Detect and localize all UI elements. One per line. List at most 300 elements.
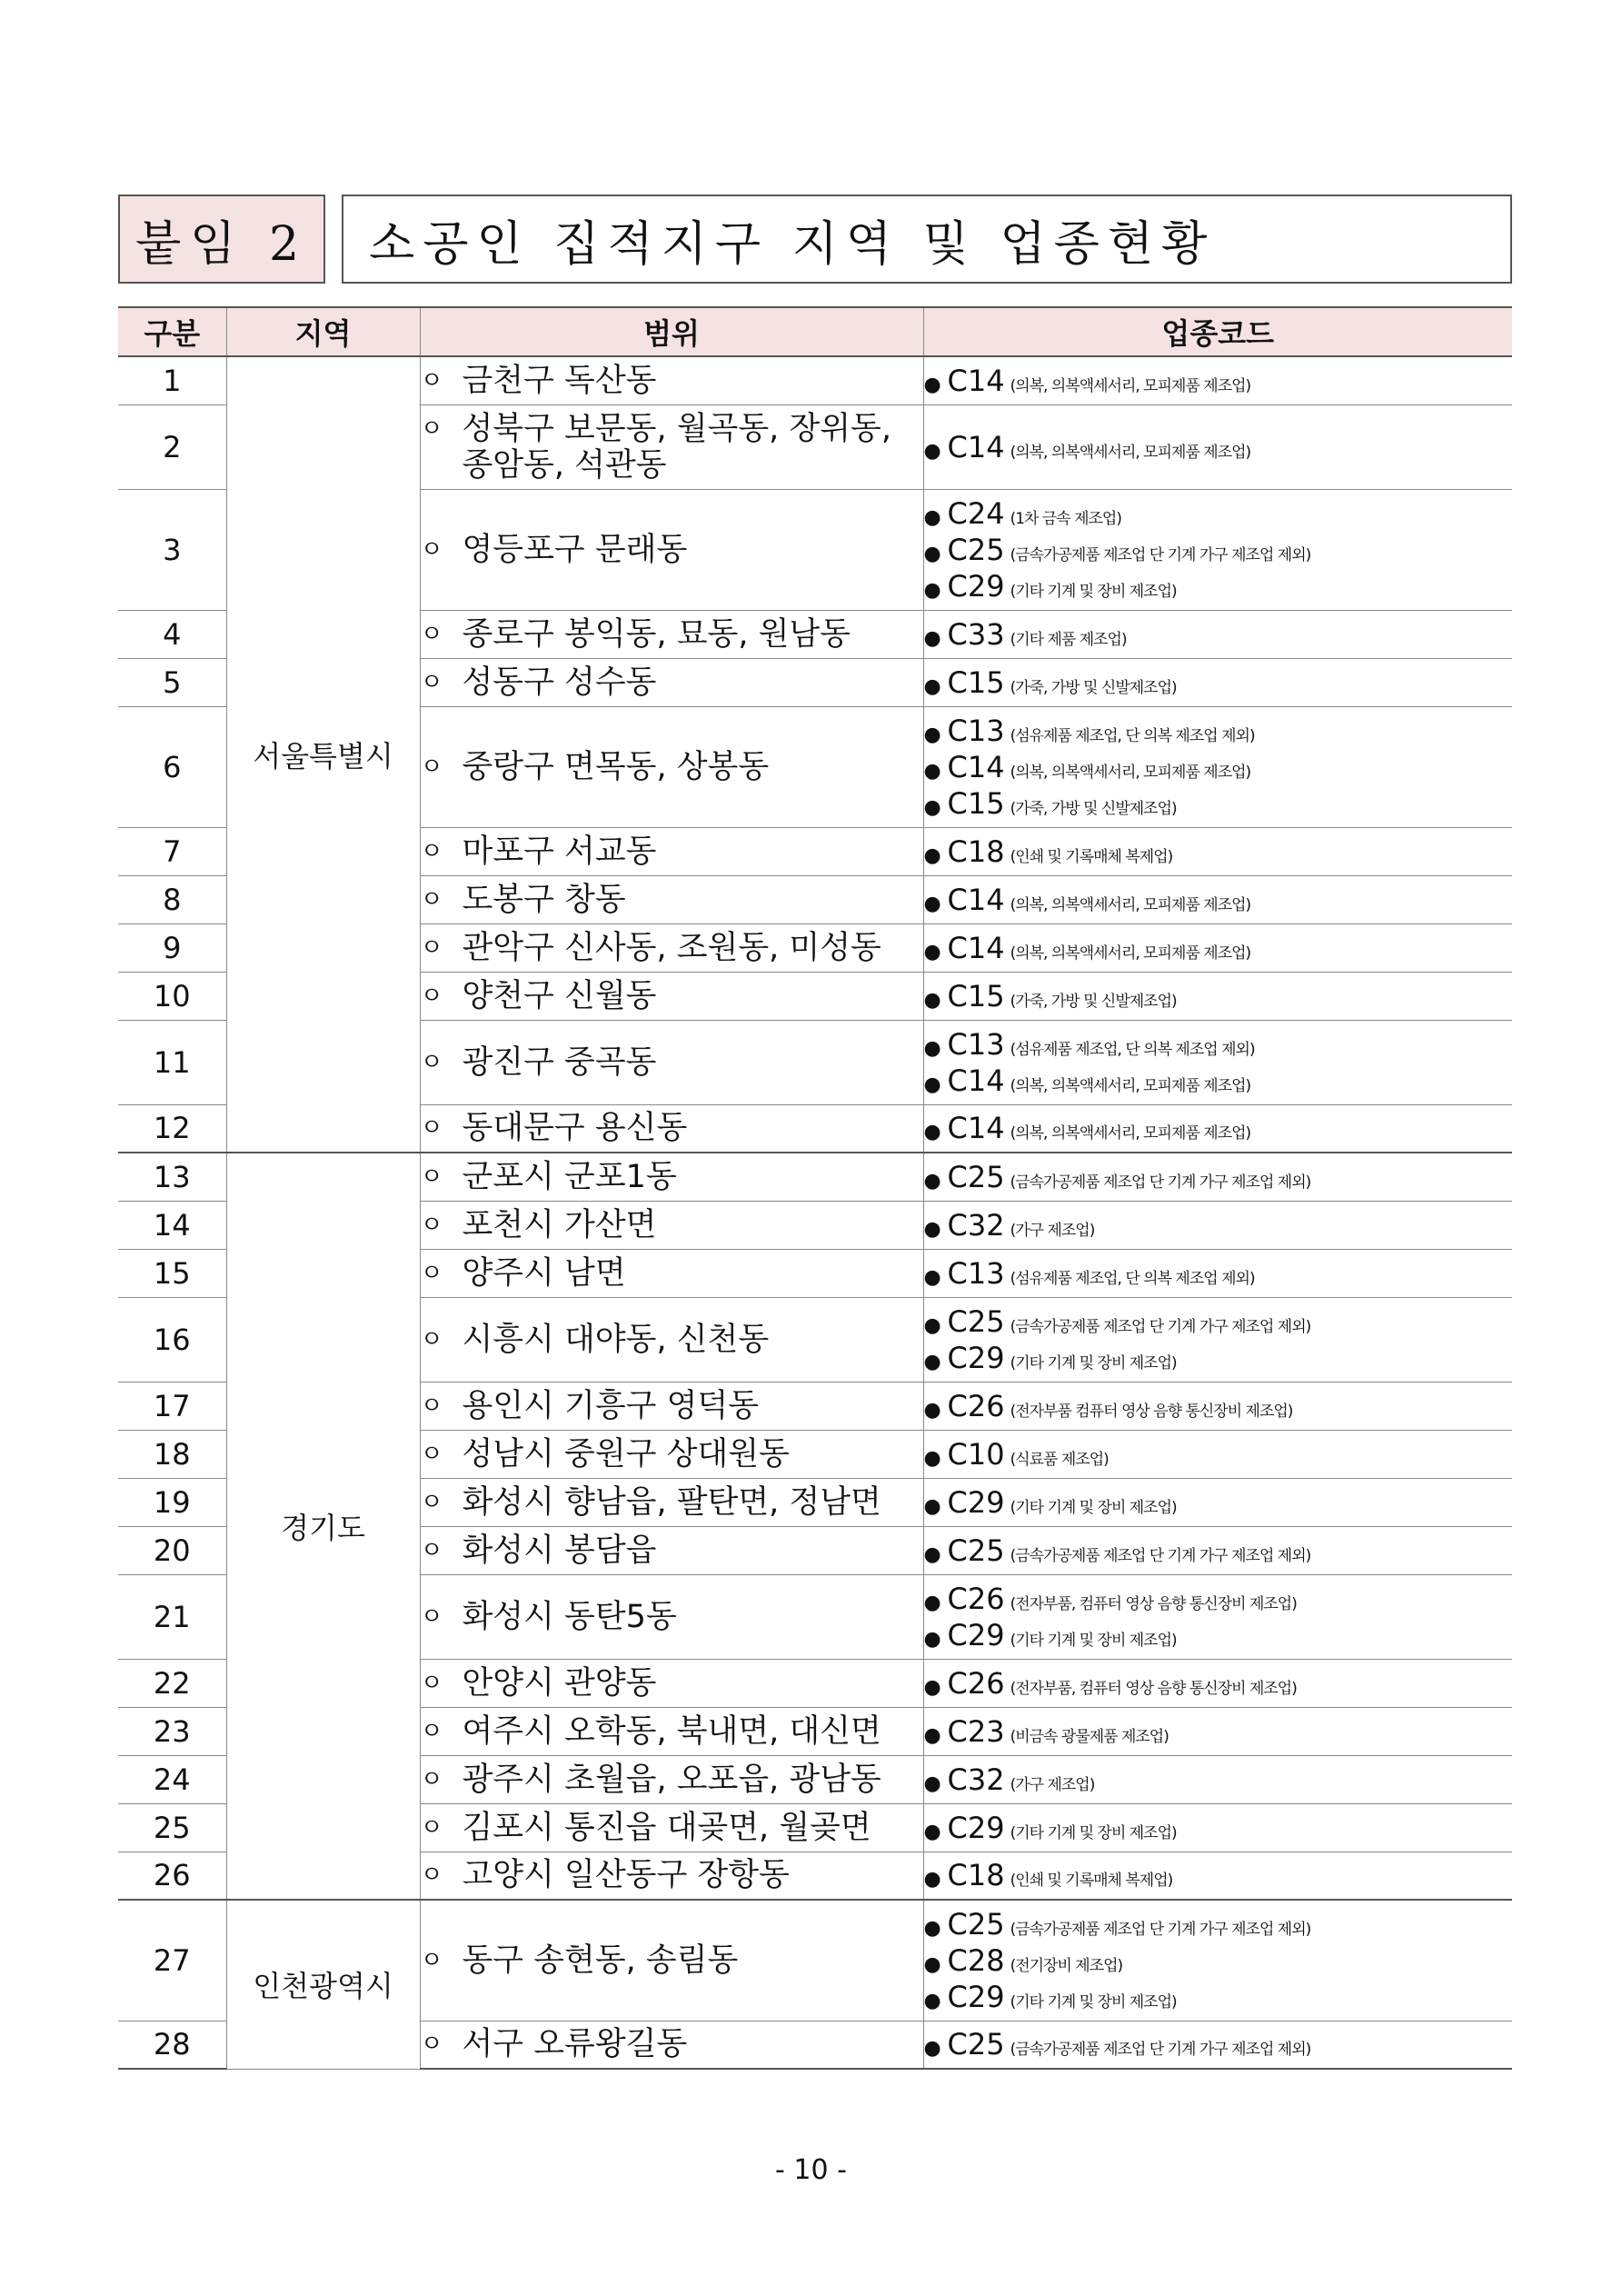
industry-codes-cell (923, 610, 1512, 658)
range-cell (420, 658, 923, 706)
range-text: 서구 오류왕길동 (462, 2026, 688, 2063)
industry-code-item (924, 1340, 1513, 1376)
hollow-circle-icon: ㅇ (420, 837, 443, 865)
industry-code: C24 (947, 495, 1005, 531)
industry-description: (1차 금속 제조업) (1010, 509, 1121, 528)
industry-description: (전자부품, 컴퓨터 영상 음향 통신장비 제조업) (1010, 1594, 1297, 1613)
industry-code: C15 (947, 785, 1005, 821)
row-number: 6 (118, 706, 226, 827)
industry-description: (섬유제품 제조업, 단 의복 제조업 제외) (1010, 1269, 1255, 1288)
hollow-circle-icon: ㅇ (420, 366, 443, 394)
industry-codes-cell (923, 1478, 1512, 1526)
industry-code: C25 (947, 532, 1005, 567)
industry-description: (금속가공제품 제조업 단 기계 가구 제조업 제외) (1010, 545, 1311, 564)
industry-code: C29 (947, 1484, 1005, 1520)
industry-description: (의복, 의복액세서리, 모피제품 제조업) (1010, 895, 1251, 914)
industry-description: (의복, 의복액세서리, 모피제품 제조업) (1010, 763, 1251, 782)
bullet-icon: ● (923, 1446, 941, 1470)
range-cell (420, 2021, 923, 2069)
range-cell (420, 356, 923, 404)
industry-codes-cell (923, 1153, 1512, 1201)
range-text: 금천구 독산동 (462, 362, 657, 399)
industry-description: (금속가공제품 제조업 단 기계 가구 제조업 제외) (1010, 1317, 1311, 1336)
bullet-icon: ● (923, 1916, 941, 1940)
bullet-icon: ● (923, 988, 941, 1012)
range-text: 성북구 보문동, 월곡동, 장위동, 종암동, 석관동 (462, 410, 891, 484)
industry-code: C15 (947, 978, 1005, 1013)
industry-description: (기타 기계 및 장비 제조업) (1010, 1992, 1177, 2011)
industry-codes-cell (923, 1020, 1512, 1104)
range-text: 종로구 봉익동, 묘동, 원남동 (462, 615, 851, 653)
industry-description: (섬유제품 제조업, 단 의복 제조업 제외) (1010, 1040, 1255, 1059)
industry-code: C13 (947, 713, 1005, 748)
bullet-icon: ● (923, 373, 941, 396)
bullet-icon: ● (923, 505, 941, 529)
hollow-circle-icon: ㅇ (420, 1946, 443, 1974)
bullet-icon: ● (923, 1121, 941, 1144)
range-text: 화성시 봉담읍 (462, 1532, 657, 1569)
row-number: 1 (118, 356, 226, 404)
industry-codes-cell (923, 1201, 1512, 1249)
industry-code-item (924, 664, 1513, 701)
industry-codes-cell (923, 1574, 1512, 1659)
range-text: 영등포구 문래동 (462, 531, 688, 568)
row-number: 2 (118, 404, 226, 489)
industry-description: (의복, 의복액세서리, 모피제품 제조업) (1010, 376, 1251, 395)
industry-code: C32 (947, 1207, 1005, 1243)
bullet-icon: ● (923, 1723, 941, 1747)
bullet-icon: ● (923, 1772, 941, 1795)
industry-description: (금속가공제품 제조업 단 기계 가구 제조업 제외) (1010, 2041, 1311, 2060)
row-number: 23 (118, 1707, 226, 1755)
header-range: 범위 (420, 307, 923, 356)
industry-code-item (924, 2026, 1513, 2062)
row-number: 13 (118, 1153, 226, 1201)
industry-codes-cell (923, 1249, 1512, 1297)
hollow-circle-icon: ㅇ (420, 1048, 443, 1076)
industry-description: (가죽, 가방 및 신발제조업) (1010, 992, 1177, 1011)
row-number: 24 (118, 1755, 226, 1803)
hollow-circle-icon: ㅇ (420, 753, 443, 781)
industry-code-item (924, 1159, 1513, 1195)
table-row (118, 356, 1512, 404)
industry-codes-cell (923, 1659, 1512, 1707)
range-cell (420, 489, 923, 610)
industry-code-item (924, 1665, 1513, 1702)
industry-codes-cell (923, 2021, 1512, 2069)
range-cell (420, 610, 923, 658)
range-text: 여주시 오학동, 북내면, 대신면 (462, 1712, 881, 1750)
hollow-circle-icon: ㅇ (420, 1717, 443, 1745)
hollow-circle-icon: ㅇ (420, 620, 443, 648)
industry-description: (전자부품 컴퓨터 영상 음향 통신장비 제조업) (1010, 1402, 1293, 1421)
industry-code: C33 (947, 616, 1005, 652)
industry-code: C14 (947, 1111, 1005, 1146)
bullet-icon: ● (923, 1073, 941, 1096)
industry-code: C14 (947, 1063, 1005, 1098)
range-cell (420, 923, 923, 972)
range-text: 김포시 통진읍 대곶면, 월곶면 (462, 1809, 871, 1846)
industry-code-item (924, 1484, 1513, 1521)
industry-description: (가구 제조업) (1010, 1775, 1095, 1794)
industry-code: C18 (947, 1858, 1005, 1893)
row-number: 3 (118, 489, 226, 610)
industry-code: C32 (947, 1762, 1005, 1797)
industry-code-item (924, 1906, 1513, 1942)
bullet-icon: ● (923, 759, 941, 783)
bullet-icon: ● (923, 1591, 941, 1614)
bullet-icon: ● (923, 1036, 941, 1060)
cluster-table (118, 306, 1512, 2070)
bullet-icon: ● (923, 1313, 941, 1337)
industry-description: (가구 제조업) (1010, 1221, 1095, 1240)
range-cell (420, 1153, 923, 1201)
table-row (118, 1900, 1512, 2021)
industry-codes-cell (923, 1526, 1512, 1574)
industry-code: C26 (947, 1388, 1005, 1423)
industry-code-item (924, 834, 1513, 870)
industry-codes-cell (923, 1297, 1512, 1382)
industry-code-item (924, 1617, 1513, 1653)
range-cell (420, 1249, 923, 1297)
industry-code-item (924, 1255, 1513, 1292)
range-text: 고양시 일산동구 장항동 (462, 1857, 790, 1894)
industry-code: C25 (947, 2027, 1005, 2062)
range-text: 포천시 가산면 (462, 1206, 657, 1243)
bullet-icon: ● (923, 1627, 941, 1651)
industry-code-item (924, 1581, 1513, 1617)
hollow-circle-icon: ㅇ (420, 1813, 443, 1842)
row-number: 27 (118, 1900, 226, 2021)
range-cell (420, 1755, 923, 1803)
row-number: 20 (118, 1526, 226, 1574)
row-number: 5 (118, 658, 226, 706)
industry-codes-cell (923, 404, 1512, 489)
industry-codes-cell (923, 1803, 1512, 1852)
hollow-circle-icon: ㅇ (420, 1440, 443, 1468)
industry-description: (금속가공제품 제조업 단 기계 가구 제조업 제외) (1010, 1173, 1311, 1192)
range-text: 중랑구 면목동, 상봉동 (462, 748, 770, 785)
hollow-circle-icon: ㅇ (420, 1862, 443, 1890)
bullet-icon: ● (923, 674, 941, 698)
bullet-icon: ● (923, 1542, 941, 1566)
hollow-circle-icon: ㅇ (420, 1669, 443, 1697)
range-cell (420, 1430, 923, 1478)
industry-description: (금속가공제품 제조업 단 기계 가구 제조업 제외) (1010, 1920, 1311, 1939)
range-text: 양주시 남면 (462, 1254, 626, 1292)
industry-code: C14 (947, 749, 1005, 784)
header-no: 구분 (118, 307, 226, 356)
row-number: 19 (118, 1478, 226, 1526)
hollow-circle-icon: ㅇ (420, 2031, 443, 2059)
industry-codes-cell (923, 706, 1512, 827)
industry-code-item (924, 1207, 1513, 1243)
industry-description: (가죽, 가방 및 신발제조업) (1010, 799, 1177, 818)
industry-code: C15 (947, 664, 1005, 700)
industry-code-item (924, 1436, 1513, 1472)
range-cell (420, 404, 923, 489)
industry-description: (의복, 의복액세서리, 모피제품 제조업) (1010, 1124, 1251, 1143)
row-number: 28 (118, 2021, 226, 2069)
range-cell (420, 972, 923, 1020)
bullet-icon: ● (923, 892, 941, 915)
hollow-circle-icon: ㅇ (420, 1765, 443, 1793)
row-number: 21 (118, 1574, 226, 1659)
bullet-icon: ● (923, 1989, 941, 2012)
hollow-circle-icon: ㅇ (420, 1602, 443, 1631)
industry-codes-cell (923, 1707, 1512, 1755)
industry-codes-cell (923, 1104, 1512, 1153)
industry-description: (의복, 의복액세서리, 모피제품 제조업) (1010, 1076, 1251, 1095)
industry-description: (전자부품, 컴퓨터 영상 음향 통신장비 제조업) (1010, 1679, 1297, 1698)
industry-codes-cell (923, 827, 1512, 875)
industry-description: (기타 기계 및 장비 제조업) (1010, 1823, 1177, 1842)
attachment-badge: 붙임 2 (118, 195, 325, 284)
hollow-circle-icon: ㅇ (420, 933, 443, 962)
industry-description: (기타 기계 및 장비 제조업) (1010, 582, 1177, 601)
industry-codes-cell (923, 1755, 1512, 1803)
range-cell (420, 1852, 923, 1900)
row-number: 15 (118, 1249, 226, 1297)
industry-code-item (924, 568, 1513, 604)
industry-description: (기타 기계 및 장비 제조업) (1010, 1353, 1177, 1373)
industry-code-item (924, 749, 1513, 785)
region-cell: 인천광역시 (226, 1900, 420, 2069)
industry-description: (기타 기계 및 장비 제조업) (1010, 1631, 1177, 1650)
row-number: 18 (118, 1430, 226, 1478)
row-number: 10 (118, 972, 226, 1020)
industry-code: C25 (947, 1159, 1005, 1194)
industry-code: C14 (947, 882, 1005, 917)
range-cell (420, 1659, 923, 1707)
hollow-circle-icon: ㅇ (420, 535, 443, 564)
industry-code: C29 (947, 1810, 1005, 1845)
industry-description: (의복, 의복액세서리, 모피제품 제조업) (1010, 943, 1251, 963)
hollow-circle-icon: ㅇ (420, 1114, 443, 1143)
row-number: 11 (118, 1020, 226, 1104)
hollow-circle-icon: ㅇ (420, 1163, 443, 1191)
bullet-icon: ● (923, 1398, 941, 1422)
industry-code-item (924, 495, 1513, 532)
industry-codes-cell (923, 356, 1512, 404)
industry-code: C29 (947, 1617, 1005, 1652)
industry-code-item (924, 785, 1513, 822)
bullet-icon: ● (923, 1265, 941, 1289)
industry-code: C29 (947, 1979, 1005, 2014)
bullet-icon: ● (923, 439, 941, 463)
industry-code: C13 (947, 1255, 1005, 1291)
industry-description: (비금속 광물제품 제조업) (1010, 1727, 1169, 1746)
industry-code: C28 (947, 1942, 1005, 1978)
bullet-icon: ● (923, 795, 941, 819)
region-cell: 서울특별시 (226, 356, 420, 1153)
bullet-icon: ● (923, 1494, 941, 1518)
industry-codes-cell (923, 658, 1512, 706)
range-text: 시흥시 대야동, 신천동 (462, 1321, 770, 1358)
industry-description: (금속가공제품 제조업 단 기계 가구 제조업 제외) (1010, 1546, 1311, 1565)
hollow-circle-icon: ㅇ (420, 982, 443, 1010)
industry-code: C29 (947, 1340, 1005, 1375)
industry-description: (섬유제품 제조업, 단 의복 제조업 제외) (1010, 726, 1255, 745)
industry-code-item (924, 429, 1513, 465)
row-number: 25 (118, 1803, 226, 1852)
range-text: 마포구 서교동 (462, 833, 657, 870)
range-text: 양천구 신월동 (462, 977, 657, 1014)
range-cell (420, 827, 923, 875)
range-text: 성동구 성수동 (462, 664, 657, 701)
industry-code-item (924, 1303, 1513, 1340)
industry-code: C23 (947, 1713, 1005, 1749)
industry-code: C18 (947, 834, 1005, 869)
range-cell (420, 1900, 923, 2021)
industry-description: (기타 기계 및 장비 제조업) (1010, 1498, 1177, 1517)
industry-code: C29 (947, 568, 1005, 604)
bullet-icon: ● (923, 1350, 941, 1373)
industry-code-item (924, 616, 1513, 653)
range-cell (420, 1382, 923, 1430)
industry-description: (인쇄 및 기록매체 복제업) (1010, 847, 1173, 866)
page-number: - 10 - (775, 2154, 847, 2186)
row-number: 9 (118, 923, 226, 972)
bullet-icon: ● (923, 1820, 941, 1843)
page-title: 소공인 집적지구 지역 및 업종현황 (342, 195, 1512, 284)
industry-description: (전기장비 제조업) (1010, 1956, 1123, 1975)
row-number: 16 (118, 1297, 226, 1382)
bullet-icon: ● (923, 1169, 941, 1193)
range-text: 화성시 향남읍, 팔탄면, 정남면 (462, 1483, 881, 1521)
row-number: 7 (118, 827, 226, 875)
industry-description: (가죽, 가방 및 신발제조업) (1010, 678, 1177, 697)
hollow-circle-icon: ㅇ (420, 1259, 443, 1287)
industry-code: C26 (947, 1581, 1005, 1616)
industry-code-item (924, 930, 1513, 966)
industry-codes-cell (923, 1900, 1512, 2021)
range-text: 군포시 군포1동 (462, 1158, 677, 1195)
range-text: 관악구 신사동, 조원동, 미성동 (462, 929, 881, 966)
row-number: 14 (118, 1201, 226, 1249)
industry-code-item (924, 1063, 1513, 1099)
industry-code-item (924, 882, 1513, 918)
industry-code-item (924, 1713, 1513, 1750)
industry-code-item (924, 532, 1513, 568)
document-heading (118, 195, 1512, 285)
table-header-row (118, 307, 1512, 356)
industry-code-item (924, 363, 1513, 399)
range-cell (420, 1707, 923, 1755)
hollow-circle-icon: ㅇ (420, 1392, 443, 1420)
industry-code-item (924, 713, 1513, 749)
bullet-icon: ● (923, 1868, 941, 1892)
industry-code: C26 (947, 1665, 1005, 1701)
hollow-circle-icon: ㅇ (420, 668, 443, 696)
industry-description: (기타 제품 제조업) (1010, 630, 1127, 649)
range-cell (420, 875, 923, 923)
industry-code-item (924, 978, 1513, 1014)
industry-codes-cell (923, 923, 1512, 972)
industry-codes-cell (923, 1852, 1512, 1900)
range-text: 동대문구 용신동 (462, 1110, 688, 1147)
range-cell (420, 1297, 923, 1382)
row-number: 8 (118, 875, 226, 923)
industry-code: C14 (947, 363, 1005, 398)
range-text: 안양시 관양동 (462, 1664, 657, 1702)
row-number: 17 (118, 1382, 226, 1430)
region-cell: 경기도 (226, 1153, 420, 1900)
hollow-circle-icon: ㅇ (420, 1488, 443, 1516)
industry-code: C14 (947, 930, 1005, 965)
industry-code-item (924, 1026, 1513, 1063)
range-text: 광주시 초월읍, 오포읍, 광남동 (462, 1761, 881, 1798)
industry-code-item (924, 1388, 1513, 1424)
range-cell (420, 1574, 923, 1659)
bullet-icon: ● (923, 1675, 941, 1699)
range-cell (420, 1201, 923, 1249)
industry-code: C25 (947, 1303, 1005, 1339)
hollow-circle-icon: ㅇ (420, 1325, 443, 1353)
row-number: 4 (118, 610, 226, 658)
industry-code-item (924, 1762, 1513, 1798)
bullet-icon: ● (923, 1952, 941, 1976)
industry-code-item (924, 1979, 1513, 2015)
table-row (118, 1153, 1512, 1201)
table-body (118, 356, 1512, 2069)
range-text: 성남시 중원구 상대원동 (462, 1435, 790, 1472)
industry-code-item (924, 1857, 1513, 1893)
bullet-icon: ● (923, 626, 941, 650)
bullet-icon: ● (923, 723, 941, 746)
range-cell (420, 1526, 923, 1574)
bullet-icon: ● (923, 940, 941, 963)
hollow-circle-icon: ㅇ (420, 1211, 443, 1239)
industry-code: C13 (947, 1026, 1005, 1062)
industry-code: C14 (947, 429, 1005, 464)
row-number: 12 (118, 1104, 226, 1153)
range-text: 용인시 기흥구 영덕동 (462, 1387, 760, 1424)
industry-code-item (924, 1942, 1513, 1979)
hollow-circle-icon: ㅇ (420, 885, 443, 913)
industry-code: C25 (947, 1906, 1005, 1942)
hollow-circle-icon: ㅇ (420, 414, 443, 443)
industry-code-item (924, 1532, 1513, 1569)
bullet-icon: ● (923, 2037, 941, 2061)
range-cell (420, 1803, 923, 1852)
industry-code: C25 (947, 1532, 1005, 1568)
industry-codes-cell (923, 489, 1512, 610)
hollow-circle-icon: ㅇ (420, 1536, 443, 1564)
bullet-icon: ● (923, 844, 941, 867)
range-cell (420, 706, 923, 827)
range-cell (420, 1020, 923, 1104)
industry-description: (의복, 의복액세서리, 모피제품 제조업) (1010, 443, 1251, 462)
range-text: 광진구 중곡동 (462, 1043, 657, 1081)
range-cell (420, 1104, 923, 1153)
industry-description: (식료품 제조업) (1010, 1450, 1109, 1469)
bullet-icon: ● (923, 542, 941, 565)
range-cell (420, 1478, 923, 1526)
industry-codes-cell (923, 972, 1512, 1020)
industry-code-item (924, 1810, 1513, 1846)
industry-description: (인쇄 및 기록매체 복제업) (1010, 1872, 1173, 1891)
row-number: 22 (118, 1659, 226, 1707)
range-text: 도봉구 창동 (462, 881, 626, 918)
industry-code: C10 (947, 1436, 1005, 1472)
bullet-icon: ● (923, 1217, 941, 1241)
industry-codes-cell (923, 875, 1512, 923)
range-text: 화성시 동탄5동 (462, 1598, 677, 1635)
industry-code-item (924, 1110, 1513, 1146)
bullet-icon: ● (923, 578, 941, 602)
row-number: 26 (118, 1852, 226, 1900)
